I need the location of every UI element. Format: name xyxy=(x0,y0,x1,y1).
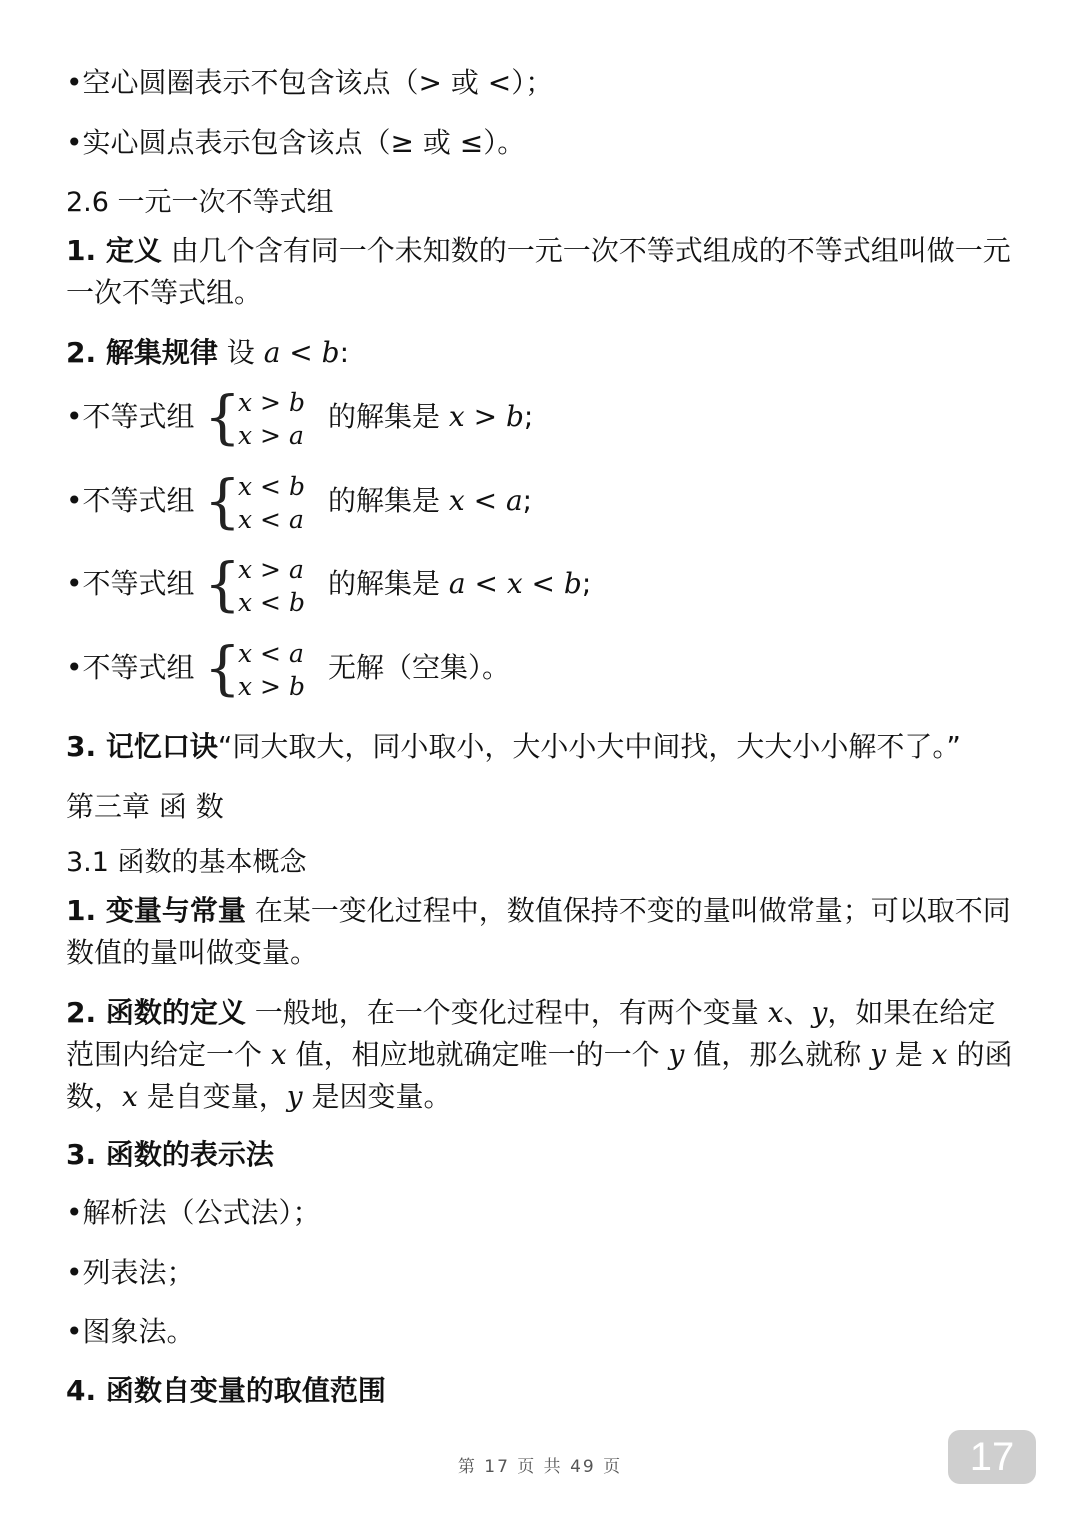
fd-var-y: y xyxy=(811,996,828,1029)
fd-text-g: 是自变量， xyxy=(137,1080,287,1113)
system-inequalities xyxy=(238,637,328,703)
fd-var-y3: y xyxy=(870,1038,886,1071)
solution-text: 的解集是 xyxy=(328,484,449,517)
fd-text-e: 是 xyxy=(885,1038,932,1071)
representation-heading: 3. 函数的表示法 xyxy=(66,1138,274,1171)
bullet-solid-dot: •实心圆点表示包含该点（≥ 或 ≤）。 xyxy=(66,126,526,159)
brace-icon: { xyxy=(204,550,241,618)
function-definition-paragraph xyxy=(66,992,1020,1118)
method-analytic: •解析法（公式法）； xyxy=(66,1196,321,1229)
solution-text: 的解集是 xyxy=(328,567,449,600)
system-bottom: x > b xyxy=(238,672,305,701)
solution-math: x < a xyxy=(448,484,523,517)
mnemonic-paragraph xyxy=(66,726,1020,768)
fd-sep: 、 xyxy=(783,996,812,1029)
fd-text-c: 值，相应地就确定唯一的一个 xyxy=(286,1038,669,1071)
system-bottom: x > a xyxy=(238,421,304,450)
system-solution xyxy=(328,563,591,605)
solution-math: x > b xyxy=(448,400,524,433)
system-lead: •不等式组 xyxy=(66,651,195,684)
page-footer: 第 17 页 共 49 页 xyxy=(457,1457,623,1477)
system-inequalities xyxy=(238,386,328,452)
mnemonic-text: “同大取大，同小取小，大小小大中间找，大大小小解不了。” xyxy=(217,730,961,763)
method-table: •列表法； xyxy=(66,1256,195,1289)
fd-text-b: ，如果在给定范围内给定一个 xyxy=(66,996,996,1071)
definition-text: 由几个含有同一个未知数的一元一次不等式组成的不等式组叫做一元一次不等式组。 xyxy=(66,234,1011,309)
solution-end: ; xyxy=(581,567,592,600)
system-top: x < a xyxy=(238,639,304,668)
chapter-heading: 第三章 函 数 xyxy=(66,790,224,823)
fd-text-h: 是因变量。 xyxy=(302,1080,452,1113)
section-heading-3-1: 3.1 函数的基本概念 xyxy=(66,847,307,878)
system-lead: •不等式组 xyxy=(66,567,195,600)
solution-math: a < x < b xyxy=(448,567,582,600)
domain-heading: 4. 函数自变量的取值范围 xyxy=(66,1374,386,1407)
fd-var-y4: y xyxy=(286,1080,303,1113)
variables-text: 在某一变化过程中，数值保持不变的量叫做常量；可以取不同数值的量叫做变量。 xyxy=(66,894,1011,969)
section-heading-2-6: 2.6 一元一次不等式组 xyxy=(66,187,334,218)
solution-end: ; xyxy=(522,484,533,517)
bullet-hollow-circle: •空心圆圈表示不包含该点（> 或 <）； xyxy=(66,66,554,99)
solution-text: 无解（空集）。 xyxy=(328,651,511,684)
system-top: x > a xyxy=(238,555,304,584)
fd-text-a: 一般地，在一个变化过程中，有两个变量 xyxy=(245,996,768,1029)
solution-text: 的解集是 xyxy=(328,400,449,433)
page-number-badge: 17 xyxy=(948,1430,1036,1484)
fd-text-d: 值，那么就称 xyxy=(684,1038,871,1071)
brace-icon: { xyxy=(204,634,241,702)
system-solution xyxy=(328,396,533,438)
solution-rule-paragraph xyxy=(66,332,1020,374)
fd-var-x3: x xyxy=(931,1038,948,1071)
system-bottom: x < b xyxy=(238,588,305,617)
mnemonic-label: 3. 记忆口诀 xyxy=(66,730,218,763)
solution-rule-math: a < b xyxy=(263,336,340,369)
system-inequalities xyxy=(238,553,328,619)
brace-icon: { xyxy=(204,383,241,451)
definition-label: 1. 定义 xyxy=(66,234,162,267)
system-top: x > b xyxy=(238,388,305,417)
system-solution xyxy=(328,480,532,522)
system-inequalities xyxy=(238,470,328,536)
system-top: x < b xyxy=(238,472,305,501)
fd-var-y2: y xyxy=(668,1038,685,1071)
variables-label: 1. 变量与常量 xyxy=(66,894,246,927)
fd-text-f: 的函数， xyxy=(66,1038,1013,1113)
system-lead: •不等式组 xyxy=(66,484,195,517)
solution-rule-post: : xyxy=(339,336,350,369)
solution-rule-pre: 设 xyxy=(217,336,264,369)
fd-var-x4: x xyxy=(122,1080,138,1113)
definition-paragraph xyxy=(66,230,1020,314)
system-lead: •不等式组 xyxy=(66,400,195,433)
solution-end: ; xyxy=(523,400,534,433)
function-definition-label: 2. 函数的定义 xyxy=(66,996,246,1029)
solution-rule-label: 2. 解集规律 xyxy=(66,336,218,369)
method-graph: •图象法。 xyxy=(66,1315,195,1348)
fd-var-x: x xyxy=(767,996,784,1029)
brace-icon: { xyxy=(204,467,241,535)
system-solution xyxy=(328,647,510,689)
variables-paragraph xyxy=(66,890,1020,974)
system-bottom: x < a xyxy=(238,505,304,534)
fd-var-x2: x xyxy=(270,1038,287,1071)
